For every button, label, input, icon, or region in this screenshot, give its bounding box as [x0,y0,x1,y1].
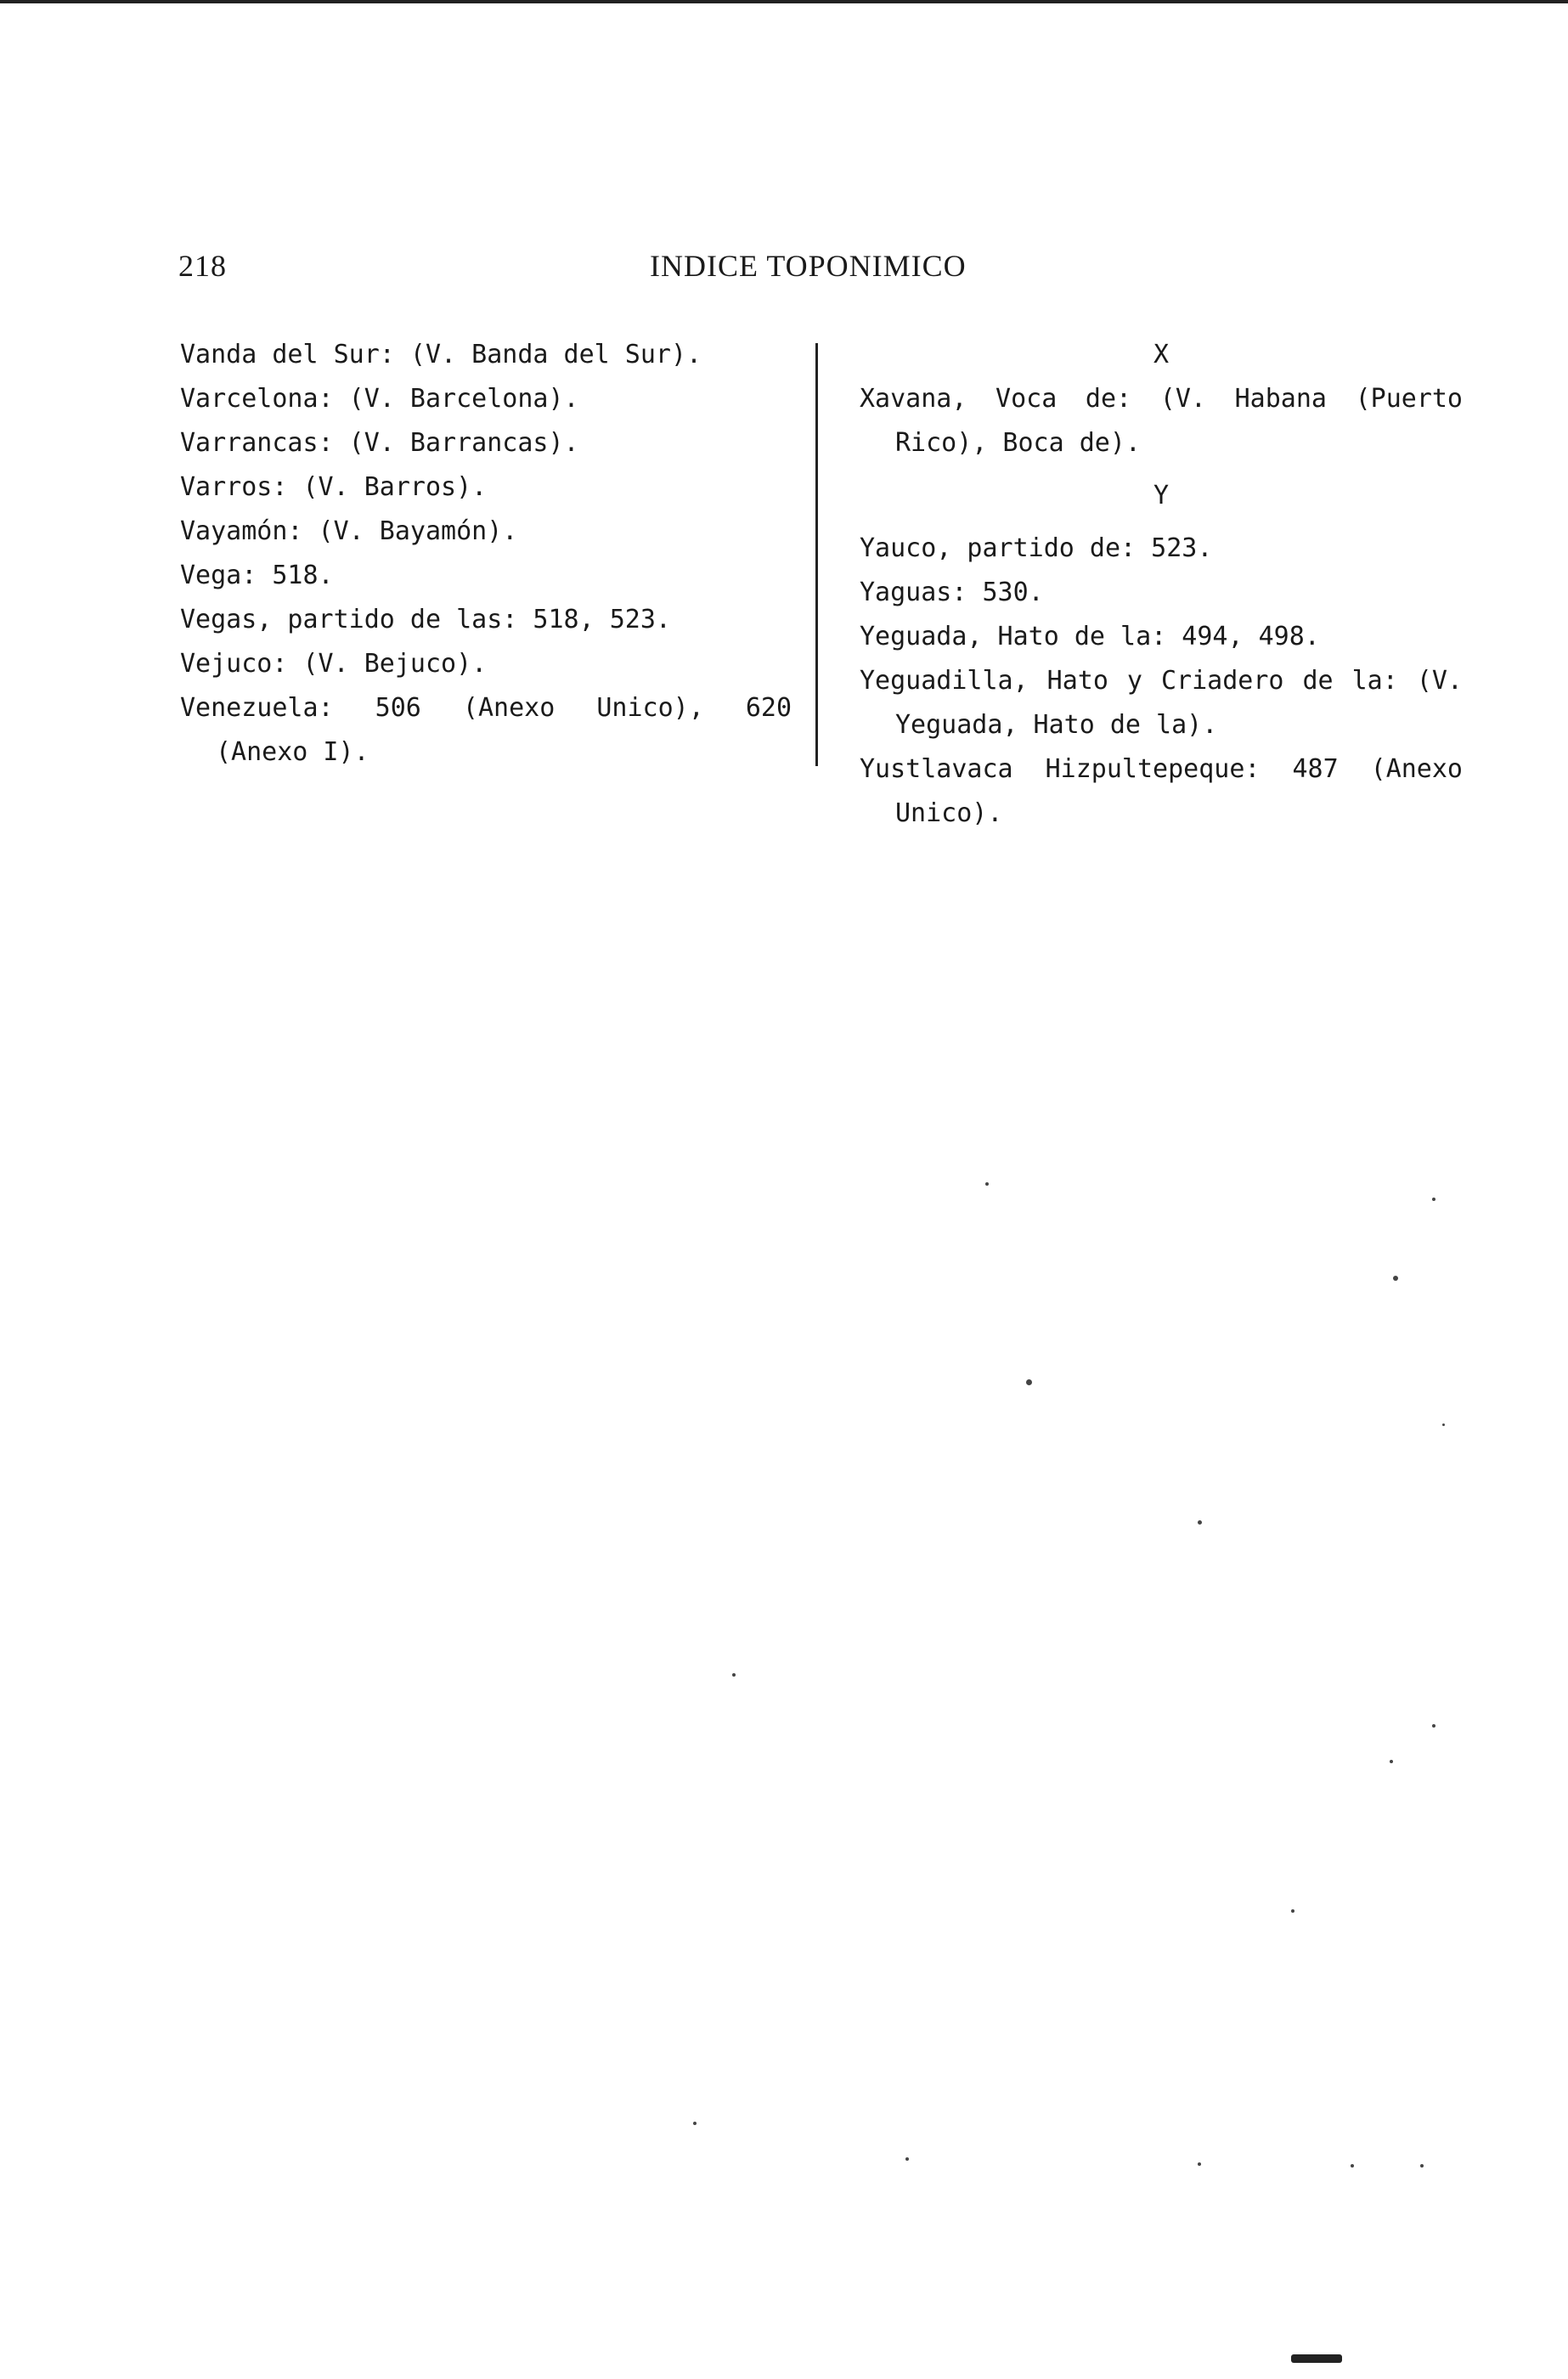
index-entry: Yustlavaca Hizpultepeque: 487 (Anexo Unico). [860,754,1463,828]
index-entry: Venezuela: 506 (Anexo Unico), 620 (Anexo I). [180,693,792,767]
page-header [178,248,1410,290]
index-entry: Yeguada, Hato de la: 494, 498. [860,622,1320,651]
index-entry: Varros: (V. Barros). [180,472,488,502]
index-entry: Vayamón: (V. Bayamón). [180,516,518,546]
section-letter-y: Y [1153,481,1170,510]
index-entry: Varrancas: (V. Barrancas). [180,428,579,458]
section-letter-x: X [1153,340,1170,369]
right-column [860,333,1463,836]
index-entry: Vanda del Sur: (V. Banda del Sur). [180,340,702,369]
index-entry: Varcelona: (V. Barcelona). [180,384,579,414]
index-entry: Yaguas: 530. [860,578,1044,607]
column-divider [815,343,818,766]
index-entry: Vega: 518. [180,561,334,590]
page-number: 218 [178,249,227,283]
scan-mark [1291,2354,1342,2363]
left-column [180,333,792,775]
index-entry: Yeguadilla, Hato y Criadero de la: (V. Yeguada, Hato de la). [860,666,1463,740]
index-entry: Vejuco: (V. Bejuco). [180,649,488,679]
index-entry: Xavana, Voca de: (V. Habana (Puerto Rico), Boca de). [860,384,1463,458]
index-entry: Vegas, partido de las: 518, 523. [180,605,671,634]
running-title: INDICE TOPONIMICO [650,249,967,283]
index-entry: Yauco, partido de: 523. [860,533,1213,563]
page-top-edge [0,0,1568,3]
